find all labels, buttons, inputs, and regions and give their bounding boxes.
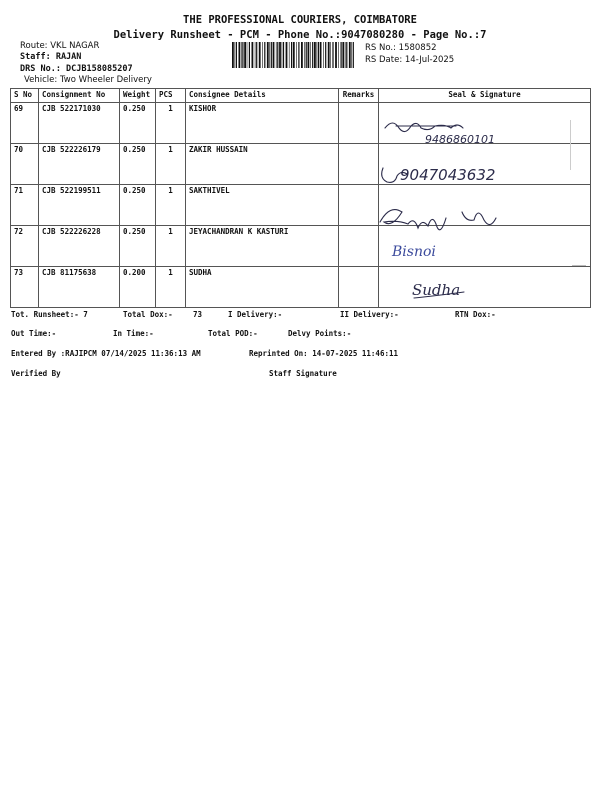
cell-consignee: JEYACHANDRAN K KASTURI [186, 226, 339, 267]
cell-pcs: 1 [156, 267, 186, 308]
barcode-bar [325, 42, 326, 68]
barcode-bar [304, 42, 305, 68]
ii-delivery: II Delivery:- [340, 310, 399, 319]
signature-70-phone: 9047043632 [400, 166, 496, 184]
barcode-bar [256, 42, 257, 68]
vehicle: Vehicle: Two Wheeler Delivery [24, 75, 152, 85]
staff-signature: Staff Signature [269, 369, 337, 378]
in-time: In Time:- [113, 329, 154, 338]
col-sno: S No [11, 89, 39, 103]
out-time: Out Time:- [11, 329, 57, 338]
barcode-bar [289, 42, 290, 68]
entered-by: Entered By :RAJIPCM 07/14/2025 11:36:13 AM [11, 349, 201, 358]
verified-by: Verified By [11, 369, 61, 378]
total-pod: Total POD:- [208, 329, 258, 338]
signature-69-phone: 9486860101 [425, 133, 495, 146]
cell-sno: 69 [11, 103, 39, 144]
runsheet-subtitle: Delivery Runsheet - PCM - Phone No.:9047080280 - Page No.:7 [113, 29, 487, 41]
barcode-bar [259, 42, 261, 68]
cell-consignment: CJB 522226179 [39, 144, 120, 185]
table-row [11, 144, 591, 185]
barcode-bar [320, 42, 322, 68]
col-consignee: Consignee Details [186, 89, 339, 103]
barcode-bar [282, 42, 283, 68]
barcode-bar [267, 42, 269, 68]
cell-consignee: ZAKIR HUSSAIN [186, 144, 339, 185]
total-dox-value: 73 [193, 310, 203, 319]
barcode-bar [291, 42, 292, 68]
barcode-bar [323, 42, 324, 68]
barcode-bar [310, 42, 311, 68]
tot-runsheet: Tot. Runsheet:- 7 [11, 310, 88, 319]
col-weight: Weight [120, 89, 156, 103]
total-dox-label: Total Dox:- [123, 310, 173, 319]
cell-sno: 73 [11, 267, 39, 308]
scan-artifact [570, 120, 571, 170]
barcode-bar [318, 42, 319, 68]
signature-72-text: Bisnoi [392, 244, 436, 260]
barcode-bar [262, 42, 263, 68]
barcode-bar [353, 42, 354, 68]
cell-sno: 70 [11, 144, 39, 185]
cell-signature [379, 226, 591, 267]
barcode-bar [301, 42, 303, 68]
cell-signature [379, 103, 591, 144]
rs-date: RS Date: 14-Jul-2025 [365, 55, 455, 65]
runsheet-table [10, 88, 591, 308]
barcode-bar [273, 42, 275, 68]
i-delivery: I Delivery:- [228, 310, 283, 319]
barcode-bar [306, 42, 307, 68]
barcode-bar [328, 42, 330, 68]
barcode-bar [269, 42, 270, 68]
barcode-bar [338, 42, 339, 68]
barcode-bar [252, 42, 254, 68]
cell-consignment: CJB 522226228 [39, 226, 120, 267]
cell-weight: 0.250 [120, 144, 156, 185]
cell-weight: 0.250 [120, 226, 156, 267]
cell-sno: 71 [11, 185, 39, 226]
scan-artifact [572, 265, 586, 266]
cell-remarks [339, 144, 379, 185]
barcode [232, 42, 356, 68]
reprinted-on: Reprinted On: 14-07-2025 11:46:11 [249, 349, 399, 358]
cell-remarks [339, 185, 379, 226]
staff: Staff: RAJAN [20, 52, 82, 62]
barcode-bar [345, 42, 346, 68]
cell-remarks [339, 226, 379, 267]
barcode-bar [236, 42, 237, 68]
cell-pcs: 1 [156, 185, 186, 226]
col-pcs: PCS [156, 89, 186, 103]
barcode-bar [283, 42, 284, 68]
cell-consignment: CJB 81175638 [39, 267, 120, 308]
cell-consignment: CJB 522199511 [39, 185, 120, 226]
cell-remarks [339, 103, 379, 144]
barcode-bar [332, 42, 333, 68]
barcode-bar [346, 42, 347, 68]
barcode-bar [342, 42, 344, 68]
barcode-bar [308, 42, 310, 68]
cell-remarks [339, 267, 379, 308]
signature-73-text: Sudha [412, 281, 461, 299]
route: Route: VKL NAGAR [20, 41, 100, 51]
cell-consignment: CJB 522171030 [39, 103, 120, 144]
col-consignment: Consignment No [39, 89, 120, 103]
cell-pcs: 1 [156, 226, 186, 267]
delvy-points: Delvy Points:- [288, 329, 352, 338]
drs-number: DRS No.: DCJB158085207 [20, 64, 133, 74]
barcode-bar [276, 42, 277, 68]
barcode-bar [232, 42, 234, 68]
barcode-bar [242, 42, 243, 68]
barcode-bar [298, 42, 299, 68]
barcode-bar [317, 42, 318, 68]
barcode-bar [255, 42, 256, 68]
barcode-bar [235, 42, 236, 68]
table-row [11, 226, 591, 267]
barcode-bar [239, 42, 241, 68]
barcode-bar [349, 42, 351, 68]
barcode-bar [277, 42, 278, 68]
cell-pcs: 1 [156, 103, 186, 144]
barcode-bar [314, 42, 316, 68]
cell-consignee: SAKTHIVEL [186, 185, 339, 226]
table-header-row [11, 89, 591, 103]
barcode-bar [249, 42, 250, 68]
cell-weight: 0.200 [120, 267, 156, 308]
barcode-bar [351, 42, 352, 68]
rtn-dox: RTN Dox:- [455, 310, 496, 319]
barcode-bar [279, 42, 281, 68]
table-row [11, 185, 591, 226]
cell-signature [379, 185, 591, 226]
cell-consignee: SUDHA [186, 267, 339, 308]
col-signature: Seal & Signature [379, 89, 591, 103]
barcode-bar [335, 42, 337, 68]
cell-weight: 0.250 [120, 185, 156, 226]
col-remarks: Remarks [339, 89, 379, 103]
cell-consignee: KISHOR [186, 103, 339, 144]
barcode-bar [296, 42, 297, 68]
cell-signature [379, 267, 591, 308]
cell-signature [379, 144, 591, 185]
cell-weight: 0.250 [120, 103, 156, 144]
company-title: THE PROFESSIONAL COURIERS, COIMBATORE [183, 14, 417, 26]
barcode-bar [341, 42, 342, 68]
barcode-bar [330, 42, 331, 68]
cell-pcs: 1 [156, 144, 186, 185]
barcode-bar [264, 42, 265, 68]
barcode-bar [241, 42, 242, 68]
rs-number: RS No.: 1580852 [365, 43, 437, 53]
barcode-bar [247, 42, 248, 68]
barcode-bar [312, 42, 313, 68]
barcode-bar [244, 42, 246, 68]
table-row [11, 267, 591, 308]
barcode-bar [271, 42, 272, 68]
barcode-bar [286, 42, 288, 68]
barcode-bar [293, 42, 295, 68]
cell-sno: 72 [11, 226, 39, 267]
table-row [11, 103, 591, 144]
